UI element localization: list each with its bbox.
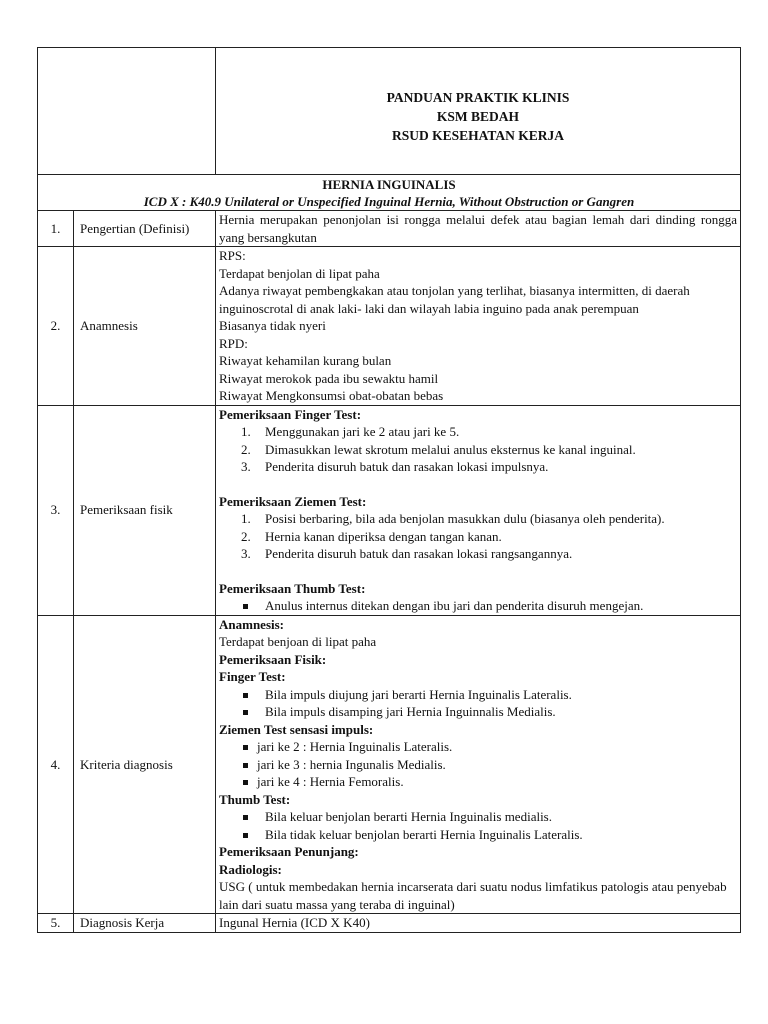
list-item: Bila impuls disamping jari Hernia Inguinnalis Medialis. (219, 703, 737, 721)
list-item: 2. Dimasukkan lewat skrotum melalui anulus eksternus ke kanal inguinal. (241, 441, 636, 457)
row-label: Anamnesis (74, 247, 216, 406)
list-item: 1. Menggunakan jari ke 2 atau jari ke 5. (241, 424, 460, 439)
row-number: 3. (38, 405, 74, 615)
section-heading: Pemeriksaan Thumb Test: (219, 580, 366, 596)
row-definition (38, 211, 741, 247)
bullet-list (219, 738, 737, 791)
row-number: 5. (38, 914, 74, 933)
list-item: 3. Penderita disuruh batuk dan rasakan lokasi rangsangannya. (241, 546, 573, 561)
bullet-list (219, 597, 737, 615)
text-line: Terdapat benjolan di lipat paha (219, 265, 380, 281)
section-heading: Ziemen Test sensasi impuls: (219, 721, 374, 737)
square-bullet-icon (243, 780, 248, 785)
text-line: Riwayat Mengkonsumsi obat-obatan bebas (219, 388, 444, 403)
text-line: RPD: (219, 335, 248, 351)
list-item: jari ke 3 : hernia Ingunalis Medialis. (219, 756, 737, 774)
square-bullet-icon (243, 693, 248, 698)
row-label: Diagnosis Kerja (74, 914, 216, 933)
list-item: Bila tidak keluar benjolan berarti Hernia Inguinalis Lateralis. (219, 826, 737, 844)
header-line-1: PANDUAN PRAKTIK KLINIS (386, 89, 570, 105)
row-number: 1. (38, 211, 74, 247)
square-bullet-icon (243, 745, 248, 750)
row-anamnesis (38, 247, 741, 406)
text-line: USG ( untuk membedakan hernia incarserata dari suatu nodus limfatikus patologis atau penyebab lain dari suatu massa yang teraba di inguinal) (219, 879, 727, 912)
bullet-list (219, 686, 737, 721)
list-item: 3. Penderita disuruh batuk dan rasakan lokasi impulsnya. (241, 459, 549, 474)
row-number: 2. (38, 247, 74, 406)
section-heading: Thumb Test: (219, 791, 291, 807)
section-heading: Pemeriksaan Finger Test: (219, 406, 362, 422)
physical-exam-content (216, 405, 741, 615)
list-item: Anulus internus ditekan dengan ibu jari dan penderita disuruh mengejan. (219, 597, 737, 615)
row-label: Kriteria diagnosis (74, 615, 216, 914)
text-line: Terdapat benjoan di lipat paha (219, 634, 377, 649)
row-physical-exam (38, 405, 741, 615)
section-heading: Finger Test: (219, 669, 286, 684)
square-bullet-icon (243, 710, 248, 715)
header-line-2: KSM BEDAH (436, 108, 520, 124)
guide-table (37, 47, 741, 933)
header-row (38, 48, 741, 175)
row-label: Pemeriksaan fisik (74, 405, 216, 615)
square-bullet-icon (243, 833, 248, 838)
bullet-list (219, 808, 737, 843)
definition-text: Hernia merupakan penonjolan isi rongga melalui defek atau bagian lemah dari dinding rongga yang bersangkutan (216, 211, 741, 247)
text-line: Biasanya tidak nyeri (219, 318, 326, 333)
row-label: Pengertian (Definisi) (74, 211, 216, 247)
header-line-3: RSUD KESEHATAN KERJA (391, 127, 565, 143)
row-working-diagnosis (38, 914, 741, 933)
list-item: 1. Posisi berbaring, bila ada benjolan masukkan dulu (biasanya oleh penderita). (241, 511, 665, 526)
text-line: RPS: (219, 248, 246, 263)
anamnesis-content (216, 247, 741, 406)
section-heading: Pemeriksaan Penunjang: (219, 844, 359, 859)
square-bullet-icon (243, 815, 248, 820)
text-line: Riwayat kehamilan kurang bulan (219, 353, 392, 368)
disease-title: HERNIA INGUINALIS (322, 177, 456, 192)
list-item: Bila keluar benjolan berarti Hernia Inguinalis medialis. (219, 808, 737, 826)
section-heading: Anamnesis: (219, 616, 285, 632)
list-item: Bila impuls diujung jari berarti Hernia Inguinalis Lateralis. (219, 686, 737, 704)
clinical-guide-document (37, 47, 740, 933)
section-heading: Pemeriksaan Fisik: (219, 651, 327, 667)
working-diagnosis-text: Ingunal Hernia (ICD X K40) (216, 914, 741, 933)
text-line: Riwayat merokok pada ibu sewaktu hamil (219, 370, 439, 386)
numbered-list (219, 423, 737, 476)
row-diagnosis-criteria (38, 615, 741, 914)
icd-code: ICD X : K40.9 Unilateral or Unspecified Inguinal Hernia, Without Obstruction or Gangren (143, 194, 635, 209)
list-item: 2. Hernia kanan diperiksa dengan tangan kanan. (241, 528, 502, 544)
section-heading: Pemeriksaan Ziemen Test: (219, 493, 367, 509)
text-line: Adanya riwayat pembengkakan atau tonjolan yang terlihat, biasanya intermitten, di daerah inguinoscrotal di anak laki- laki dan wilayah labia inguino pada anak perempuan (219, 283, 690, 316)
title-row (38, 175, 741, 211)
header-title-cell (216, 48, 741, 175)
numbered-list (219, 510, 737, 563)
section-heading: Radiologis: (219, 861, 282, 877)
square-bullet-icon (243, 604, 248, 609)
row-number: 4. (38, 615, 74, 914)
list-item: jari ke 4 : Hernia Femoralis. (219, 773, 737, 791)
diagnosis-criteria-content (216, 615, 741, 914)
square-bullet-icon (243, 763, 248, 768)
title-cell (38, 175, 741, 211)
logo-cell (38, 48, 216, 175)
list-item: jari ke 2 : Hernia Inguinalis Lateralis. (219, 738, 737, 756)
